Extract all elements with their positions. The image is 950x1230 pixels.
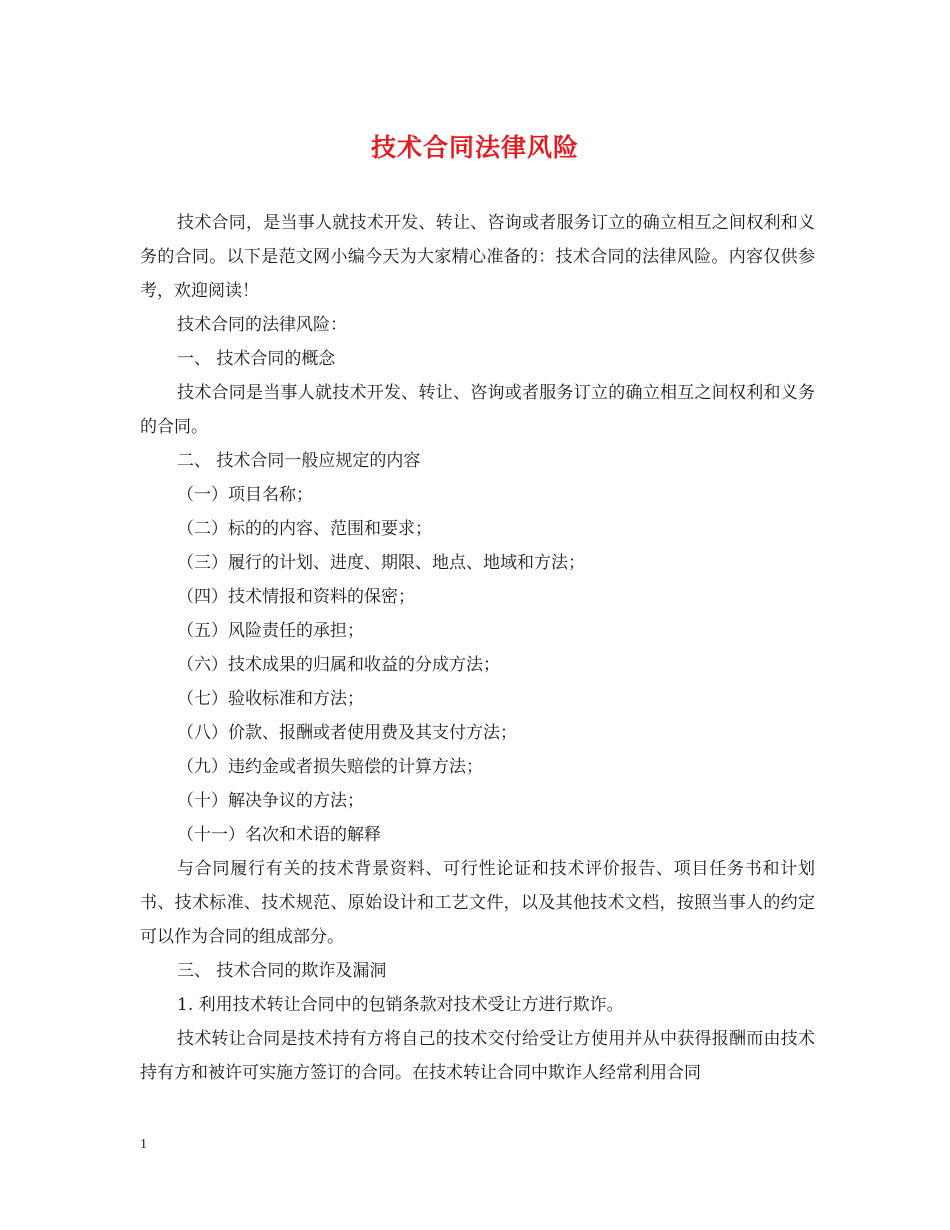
list-item: （三）履行的计划、进度、期限、地点、地域和方法； <box>177 553 585 573</box>
list-item: （十）解决争议的方法； <box>177 791 364 811</box>
list-item: （九）违约金或者损失赔偿的计算方法； <box>177 757 483 777</box>
list-item: （五）风险责任的承担； <box>177 621 364 641</box>
paragraph-attachments: 与合同履行有关的技术背景资料、可行性论证和技术评价报告、项目任务书和计划书、技术标准、技术规范、原始设计和工艺文件，以及其他技术文档，按照当事人的约定可以作为合同的组成部分。 <box>140 859 815 947</box>
paragraph-legal-risk-heading: 技术合同的法律风险： <box>177 315 347 335</box>
document-body <box>140 206 815 1090</box>
list-item: （六）技术成果的归属和收益的分成方法； <box>177 655 500 675</box>
section-heading-2: 二、 技术合同一般应规定的内容 <box>177 451 421 471</box>
paragraph-transfer-contract: 技术转让合同是技术持有方将自己的技术交付给受让方使用并从中获得报酬而由技术持有方和被许可实施方签订的合同。在技术转让合同中欺诈人经常利用合同 <box>140 1029 815 1083</box>
list-item: （二）标的的内容、范围和要求； <box>177 519 432 539</box>
paragraph-intro: 技术合同，是当事人就技术开发、转让、咨询或者服务订立的确立相互之间权利和义务的合同。以下是范文网小编今天为大家精心准备的：技术合同的法律风险。内容仅供参考，欢迎阅读！ <box>140 213 815 301</box>
page-number: 1 <box>140 1137 147 1152</box>
list-item: （十一）名次和术语的解释 <box>177 825 381 845</box>
list-item: （一）项目名称； <box>177 485 313 505</box>
list-item: （八）价款、报酬或者使用费及其支付方法； <box>177 723 517 743</box>
paragraph-definition: 技术合同是当事人就技术开发、转让、咨询或者服务订立的确立相互之间权利和义务的合同。 <box>140 383 815 437</box>
document-title: 技术合同法律风险 <box>370 133 579 162</box>
subsection-heading-1: 1. 利用技术转让合同中的包销条款对技术受让方进行欺诈。 <box>177 995 624 1015</box>
list-item: （七）验收标准和方法； <box>177 689 364 709</box>
list-item: （四）技术情报和资料的保密； <box>177 587 415 607</box>
section-heading-1: 一、 技术合同的概念 <box>177 349 336 369</box>
section-heading-3: 三、 技术合同的欺诈及漏洞 <box>177 961 387 981</box>
